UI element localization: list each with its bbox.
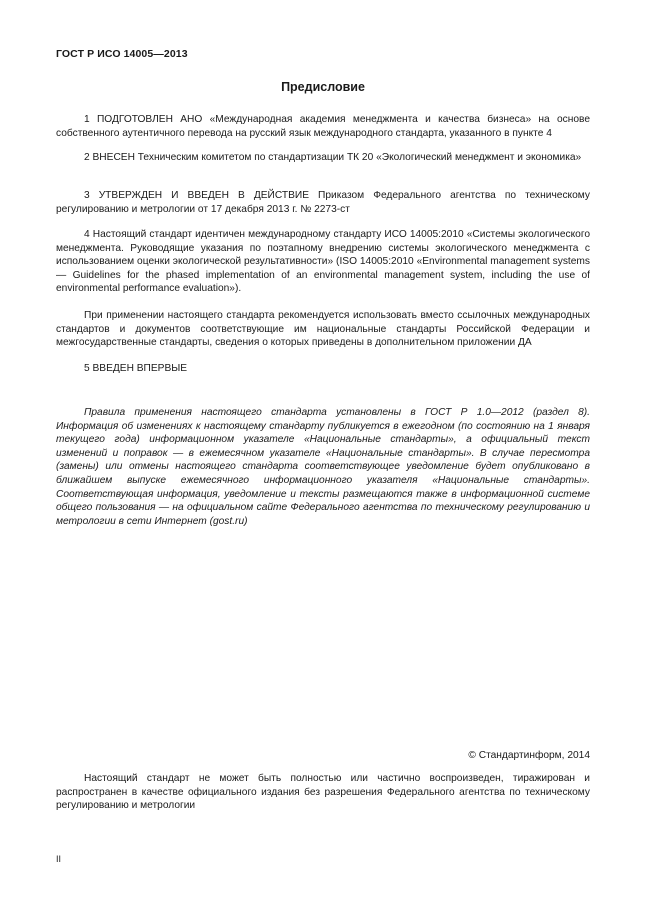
document-code: ГОСТ Р ИСО 14005—2013	[56, 48, 188, 60]
copyright-notice: © Стандартинформ, 2014	[468, 750, 590, 761]
paragraph-1-prepared: 1 ПОДГОТОВЛЕН АНО «Международная академия менеджмента и качества бизнеса» на основе собственного аутентичного перевода на русский язык международного стандарта, указанного в пункте 4	[56, 114, 590, 139]
reproduction-notice: Настоящий стандарт не может быть полностью или частично воспроизведен, тиражирован и распространен в качестве официального издания без разрешения Федерального агентства по техническому регулированию и метрологии	[56, 773, 590, 812]
paragraph-references: При применении настоящего стандарта рекомендуется использовать вместо ссылочных международных стандартов и документов соответствующие им национальные стандарты Российской Федерации и межгосударственные стандарты, сведения о которых приведены в дополнительном приложении ДА	[56, 310, 590, 349]
paragraph-2-introduced: 2 ВНЕСЕН Техническим комитетом по стандартизации ТК 20 «Экологический менеджмент и экономика»	[84, 152, 582, 163]
page-number: II	[56, 854, 62, 864]
paragraph-4-identity: 4 Настоящий стандарт идентичен международному стандарту ИСО 14005:2010 «Системы экологического менеджмента. Руководящие указания по поэтапному внедрению системы экологического менеджмента с использованием оценки экологической результативности» (ISO 14005:2010 «Environmental management systems — Guidelines for the phased implementation of an environmental management system, including the use of environmental performance evaluation»).	[56, 229, 590, 295]
application-rules-notice: Правила применения настоящего стандарта установлены в ГОСТ Р 1.0—2012 (раздел 8). Информация об изменениях к настоящему стандарту публикуется в ежегодном (по состоянию на 1 января текущего года) информационном указателе «Национальные стандарты», а официальный текст изменений и поправок — в ежемесячном указателе «Национальные стандарты». В случае пересмотра (замены) или отмены настоящего стандарта соответствующее уведомление будет опубликовано в ближайшем выпуске ежемесячного информационного указателя «Национальные стандарты». Соответствующая информация, уведомление и тексты размещаются также в информационной системе общего пользования — на официальном сайте Федерального агентства по техническому регулированию и метрологии в сети Интернет (gost.ru)	[56, 407, 590, 527]
paragraph-3-approved: 3 УТВЕРЖДЕН И ВВЕДЕН В ДЕЙСТВИЕ Приказом Федерального агентства по техническому регулированию и метрологии от 17 декабря 2013 г. № 2273-ст	[56, 190, 590, 215]
paragraph-5-first-introduced: 5 ВВЕДЕН ВПЕРВЫЕ	[84, 363, 188, 374]
page-title: Предисловие	[281, 80, 365, 94]
